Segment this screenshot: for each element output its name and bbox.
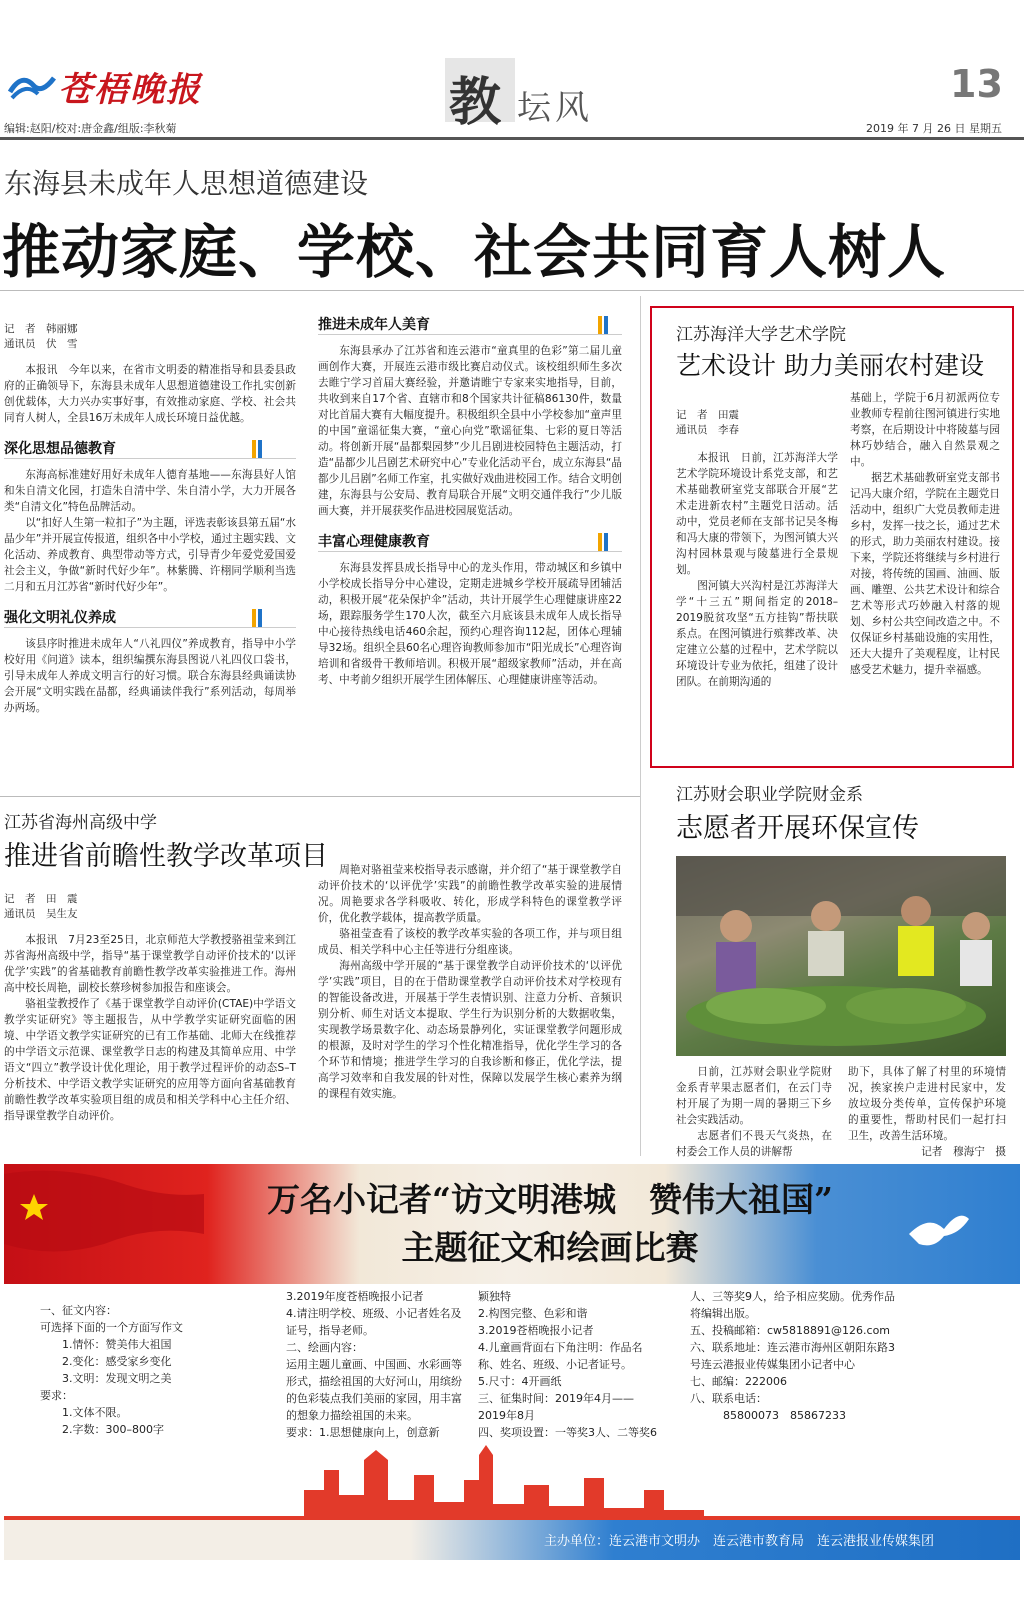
art-story-box <box>650 306 1014 768</box>
haizhou-headline: 推进省前瞻性教学改革项目 <box>4 841 328 872</box>
finance-p1: 日前，江苏财会职业学院财金系青苹果志愿者们，在云门寺村开展了为期一周的暑期三下乡社会实践活动。 <box>676 1066 832 1126</box>
ad-col3-l5: 5.尺寸：4开画纸 <box>478 1375 562 1388</box>
ad-col2-l3: 二、绘画内容： <box>286 1341 363 1354</box>
ad-col3-l6: 三、征集时间：2019年4月——2019年8月 <box>478 1392 634 1422</box>
ad-col3-l7: 四、奖项设置：一等奖3人、二等奖6 <box>478 1426 657 1439</box>
art-kicker: 江苏海洋大学艺术学院 <box>676 325 846 345</box>
ad-col4-l5: 八、联系电话： <box>690 1392 767 1405</box>
haizhou-byline-correspondent: 通讯员 吴生友 <box>4 908 78 920</box>
ad-col1-l3: 1.情怀：赞美伟大祖国 <box>62 1338 172 1351</box>
finance-headline: 志愿者开展环保宣传 <box>676 813 919 844</box>
ad-title-line2: 主题征文和绘画比赛 <box>401 1228 699 1267</box>
ad-col3-l4: 4.儿童画背面右下角注明：作品名称、姓名、班级、小记者证号。 <box>478 1341 643 1371</box>
masthead <box>0 0 1024 140</box>
ad-col3-l3: 3.2019苍梧晚报小记者 <box>478 1324 594 1337</box>
logo-text: 苍梧晚报 <box>58 70 202 110</box>
lead-headline: 推动家庭、学校、社会共同育人树人 <box>2 218 947 286</box>
haizhou-p3: 周艳对骆祖莹来校指导表示感谢，并介绍了“基于课堂教学自动评价技术的‘以评优学’实践”的前瞻性教学改革实验的进展情况。周艳要求各学科吸收、转化，形成学科特色的课堂教学评价，优化教学载体，提高教学质量。 <box>318 864 622 924</box>
finance-kicker: 江苏财会职业学院财金系 <box>676 785 863 805</box>
ad-col1-l7: 1.文体不限。 <box>62 1406 128 1419</box>
ad-col1-l2: 可选择下面的一个方面写作文 <box>40 1321 183 1334</box>
ad-col-1 <box>40 1302 270 1438</box>
haizhou-byline-reporter: 记 者 田 震 <box>4 893 78 905</box>
subhead-etiquette: 强化文明礼仪养成 <box>4 610 116 626</box>
lead-col-1 <box>4 322 296 716</box>
issue-date: 2019 年 7 月 26 日 星期五 <box>866 122 1002 135</box>
ad-col4-l3: 六、联系地址：连云港市海州区朝阳东路3号连云港报业传媒集团小记者中心 <box>690 1341 895 1371</box>
ad-col2-l5: 要求：1.思想健康向上，创意新 <box>286 1426 440 1439</box>
lead-s2-p1: 该县序时推进未成年人“八礼四仪”养成教育，指导中小学校好用《问道》读本，组织编撰东海县图说八礼四仪口袋书，引导未成年人养成文明言行的好习惯。联合东海县经典诵读协会开展“文明实践在晶都，经典诵读伴我行”系列活动，每周举办两场。 <box>4 638 296 714</box>
ad-col3-l1: 颖独特 <box>478 1290 511 1303</box>
column-title-rest: 坛风 <box>517 88 593 128</box>
haizhou-col-2 <box>318 862 622 1102</box>
city-skyline-image <box>4 1440 1020 1520</box>
flag-decoration-icon <box>4 1164 204 1284</box>
column-title-big: 教 <box>449 72 502 133</box>
finance-photo-credit: 记者 穆海宁 摄 <box>921 1146 1006 1158</box>
ad-col2-l1: 3.2019年度苍梧晚报小记者 <box>286 1290 424 1303</box>
ad-col1-l4: 2.变化：感受家乡变化 <box>62 1355 172 1368</box>
lead-s3-p1: 东海县承办了江苏省和连云港市“童真里的色彩”第二届儿童画创作大赛，开展连云港市级比赛启动仪式。该校组织师生多次去睢宁学习首届大赛经验，并邀请睢宁专家来实地指导，目前，共收到来自17个省、直辖市和8个国家共计征稿86130件，数量对比首届大赛有大幅度提升。积极组织全县中小学校参加“童声里的中国”童谣征集大赛，“童心向党”歌谣征集、七彩的夏日等活动。将创新开展“晶都梨园梦”少儿吕剧进校园特色主题活动，打造“晶都少儿吕剧艺术研究中心”专业化活动平台，成立东海县“晶都少儿吕剧”名师工作室，扎实做好戏曲进校园工作。结合文明创建，东海县与公安局、教育局联合开展“文明交通伴我行”少儿版画大赛，并开展获奖作品进校园展览活动。 <box>318 345 622 517</box>
subhead-aesthetic-education: 推进未成年人美育 <box>318 317 430 333</box>
art-p3: 基础上，学院于6月初派两位专业教师专程前往图河镇进行实地考察，在后期设计中将陵墓与园林巧妙结合，融入自然景观之中。 <box>850 392 1000 468</box>
haizhou-p4: 骆祖莹查看了该校的教学改革实验的各项工作，并与项目组成员、相关学科中心主任等进行分组座谈。 <box>318 928 622 956</box>
haizhou-p2: 骆祖莹教授作了《基于课堂教学自动评价(CTAE)中学语文教学实证研究》等主题报告，从中学教学实证研究面临的困境、中学语文教学实证研究的已有工作基础、北师大在线推荐的中学语文示范课、课堂教学日志的构建及其简单应用、中学语文“四立”教学设计优化理论，用于教学过程评价的动态S–T分析技术、中学语文教学实证研究的应用等方面向省基础教育前瞻性教学改革实验项目组的成员和相关学科中心主任介绍、指导课堂教学自动评价。 <box>4 998 296 1122</box>
ad-col1-l5: 3.文明：发现文明之美 <box>62 1372 172 1385</box>
art-headline: 艺术设计 助力美丽农村建设 <box>676 351 984 380</box>
lead-intro: 本报讯 今年以来，在省市文明委的精准指导和县委县政府的正确领导下，东海县未成年人思想道德建设工作扎实创新创优载体，大力兴办实事好事，有效推动家庭、学校、社会共同育人树人，全县16万未成年人成长环境日益优越。 <box>4 364 296 424</box>
ad-col-2 <box>286 1288 462 1441</box>
subhead-mental-health: 丰富心理健康教育 <box>318 534 430 550</box>
lead-s1-p1: 东海高标准建好用好未成年人德育基地——东海县好人馆和朱自清文化园，打造朱自清中学、朱自清小学，大力开展各类“自清文化”特色品牌活动。 <box>4 469 296 513</box>
ad-col4-l1: 人、三等奖9人，给予相应奖励。优秀作品将编辑出版。 <box>690 1290 895 1320</box>
haizhou-col-1 <box>4 892 296 1124</box>
ad-col4-l4: 七、邮编：222006 <box>690 1375 787 1388</box>
ad-col4-l6: 85800073 85867233 <box>723 1409 846 1422</box>
dove-icon <box>904 1204 974 1254</box>
editor-credits: 编辑:赵阳/校对:唐金鑫/组版:李秋菊 <box>4 122 177 135</box>
art-byline-reporter: 记 者 田震 <box>676 409 739 421</box>
ad-col2-l2: 4.请注明学校、班级、小记者姓名及证号，指导老师。 <box>286 1307 462 1337</box>
art-p4: 据艺术基础教研室党支部书记冯大康介绍，学院在主题党日活动中，组织广大党员教师走进乡村，发挥一技之长，通过艺术的形式，助力美丽农村建设。接下来，学院还将继续与乡村进行对接，将传统的国画、油画、版画、雕塑、公共艺术设计和综合艺术等形式巧妙融入村落的规划、乡村公共空间改造之中。不仅保证乡村基础设施的实用性，还大大提升了美观程度，让村民感受艺术魅力，提升幸福感。 <box>850 472 1000 676</box>
finance-p3: 助下，具体了解了村里的环境情况，挨家挨户走进村民家中，发放垃圾分类传单，宣传保护环境的重要性，帮助村民们一起打扫卫生，改善生活环境。 <box>848 1066 1006 1142</box>
art-p1: 本报讯 日前，江苏海洋大学艺术学院环境设计系党支部，和艺术基础教研室党支部联合开展“艺术走进新农村”主题党日活动。活动中，党员老师在支部书记吴冬梅和冯大康的带领下，为图河镇大兴沟村园林景观与陵墓进行全景规划。 <box>676 452 838 576</box>
haizhou-p1: 本报讯 7月23至25日，北京师范大学教授骆祖莹来到江苏省海州高级中学，指导“基于课堂教学自动评价技术的‘以评优学’实践”的省基础教育前瞻性教学改革实验推进工作。海州高中校长周艳，副校长蔡珍树参加报告和座谈会。 <box>4 934 296 994</box>
volunteer-photo-image <box>676 856 1006 1056</box>
column-title <box>445 58 615 133</box>
subhead-moral-education: 深化思想品德教育 <box>4 441 116 457</box>
ad-col1-l8: 2.字数：300–800字 <box>62 1423 164 1436</box>
lead-col-2 <box>318 314 622 688</box>
lead-byline-correspondent: 通讯员 伏 雪 <box>4 338 78 350</box>
haizhou-p5: 海州高级中学开展的“基于课堂教学自动评价技术的‘以评优学’实践”项目，目的在于借助课堂教学自动评价技术对学校现有的智能设备改进，开展基于学生表情识别、注意力分析、音频识别分析、师生对话文本提取、学生行为识别分析的大数据收集，实现教学场景数字化、动态场景静列化，实证课堂教学问题形成的根源，及时对学生的学习个性化精准指导，优化学生学习的各个环节和情境；推进学生学习的自我诊断和修正，优化学法，提高学习效率和自我发展的针对性，保障以发展学生核心素养为纲的课程有效实施。 <box>318 960 622 1100</box>
art-p2: 图河镇大兴沟村是江苏海洋大学“十三五”期间指定的2018–2019脱贫攻坚“五方挂钩”帮扶联系点。在图河镇进行殡葬改革、决定建立公墓的过程中，艺术学院以环境设计专业为依托，组建了设计团队。在前期沟通的 <box>676 580 838 688</box>
ad-col-4 <box>690 1288 900 1424</box>
ad-col4-l2: 五、投稿邮箱：cw5818891@126.com <box>690 1324 891 1337</box>
ad-title-line1: 万名小记者“访文明港城 赞伟大祖国” <box>267 1180 833 1219</box>
page-number: 13 <box>950 62 1003 106</box>
ad-sponsors: 主办单位：连云港市文明办 连云港市教育局 连云港报业传媒集团 <box>544 1534 935 1549</box>
ad-col3-l2: 2.构图完整、色彩和谐 <box>478 1307 588 1320</box>
lead-kicker: 东海县未成年人思想道德建设 <box>4 167 369 200</box>
contest-ad <box>4 1164 1020 1564</box>
finance-photo <box>676 856 1006 1056</box>
finance-p2: 志愿者们不畏天气炎热，在村委会工作人员的讲解帮 <box>676 1130 832 1158</box>
ad-col1-l6: 要求： <box>40 1389 73 1402</box>
newspaper-logo <box>8 60 208 108</box>
lead-s1-p2: 以“扣好人生第一粒扣子”为主题，评选表彰该县第五届“水晶少年”并开展宣传报道，组织各中小学校，通过主题实践、文化活动、养成教育、典型带动等方式，引导青少年爱党爱国爱社会主义，争做“新时代好少年”。林紫腾、许栩同学顺利当选二月和五月江苏省“新时代好少年”。 <box>4 517 296 593</box>
lead-byline-reporter: 记 者 韩丽娜 <box>4 323 78 335</box>
haizhou-kicker: 江苏省海州高级中学 <box>4 813 157 833</box>
ad-col-3 <box>478 1288 658 1441</box>
ad-col2-l4: 运用主题儿童画、中国画、水彩画等形式，描绘祖国的大好河山，用缤纷的色彩装点我们美丽的家园，用丰富的想象力描绘祖国的未来。 <box>286 1358 462 1422</box>
ad-col1-l1: 一、征文内容： <box>40 1304 117 1317</box>
art-byline-correspondent: 通讯员 李春 <box>676 424 739 436</box>
logo-wave-icon <box>8 68 56 100</box>
lead-s4-p1: 东海县发挥县成长指导中心的龙头作用，带动城区和乡镇中小学校成长指导分中心建设，定期走进城乡学校开展疏导团辅活动，积极开展“花朵保护伞”活动，共计开展学生心理健康讲座22场，跟踪服务学生170人次，截至六月底该县未成年人成长指导中心接待热线电话460余起，预约心理咨询112起，团体心理辅导32场。组织全县60名心理咨询教师参加市“阳光成长”心理咨询培训和省级骨干教师培训。积极开展“超级家教师”活动，并在高考、中考前夕组织开展学生团体解压、心理健康讲座等活动。 <box>318 562 622 686</box>
